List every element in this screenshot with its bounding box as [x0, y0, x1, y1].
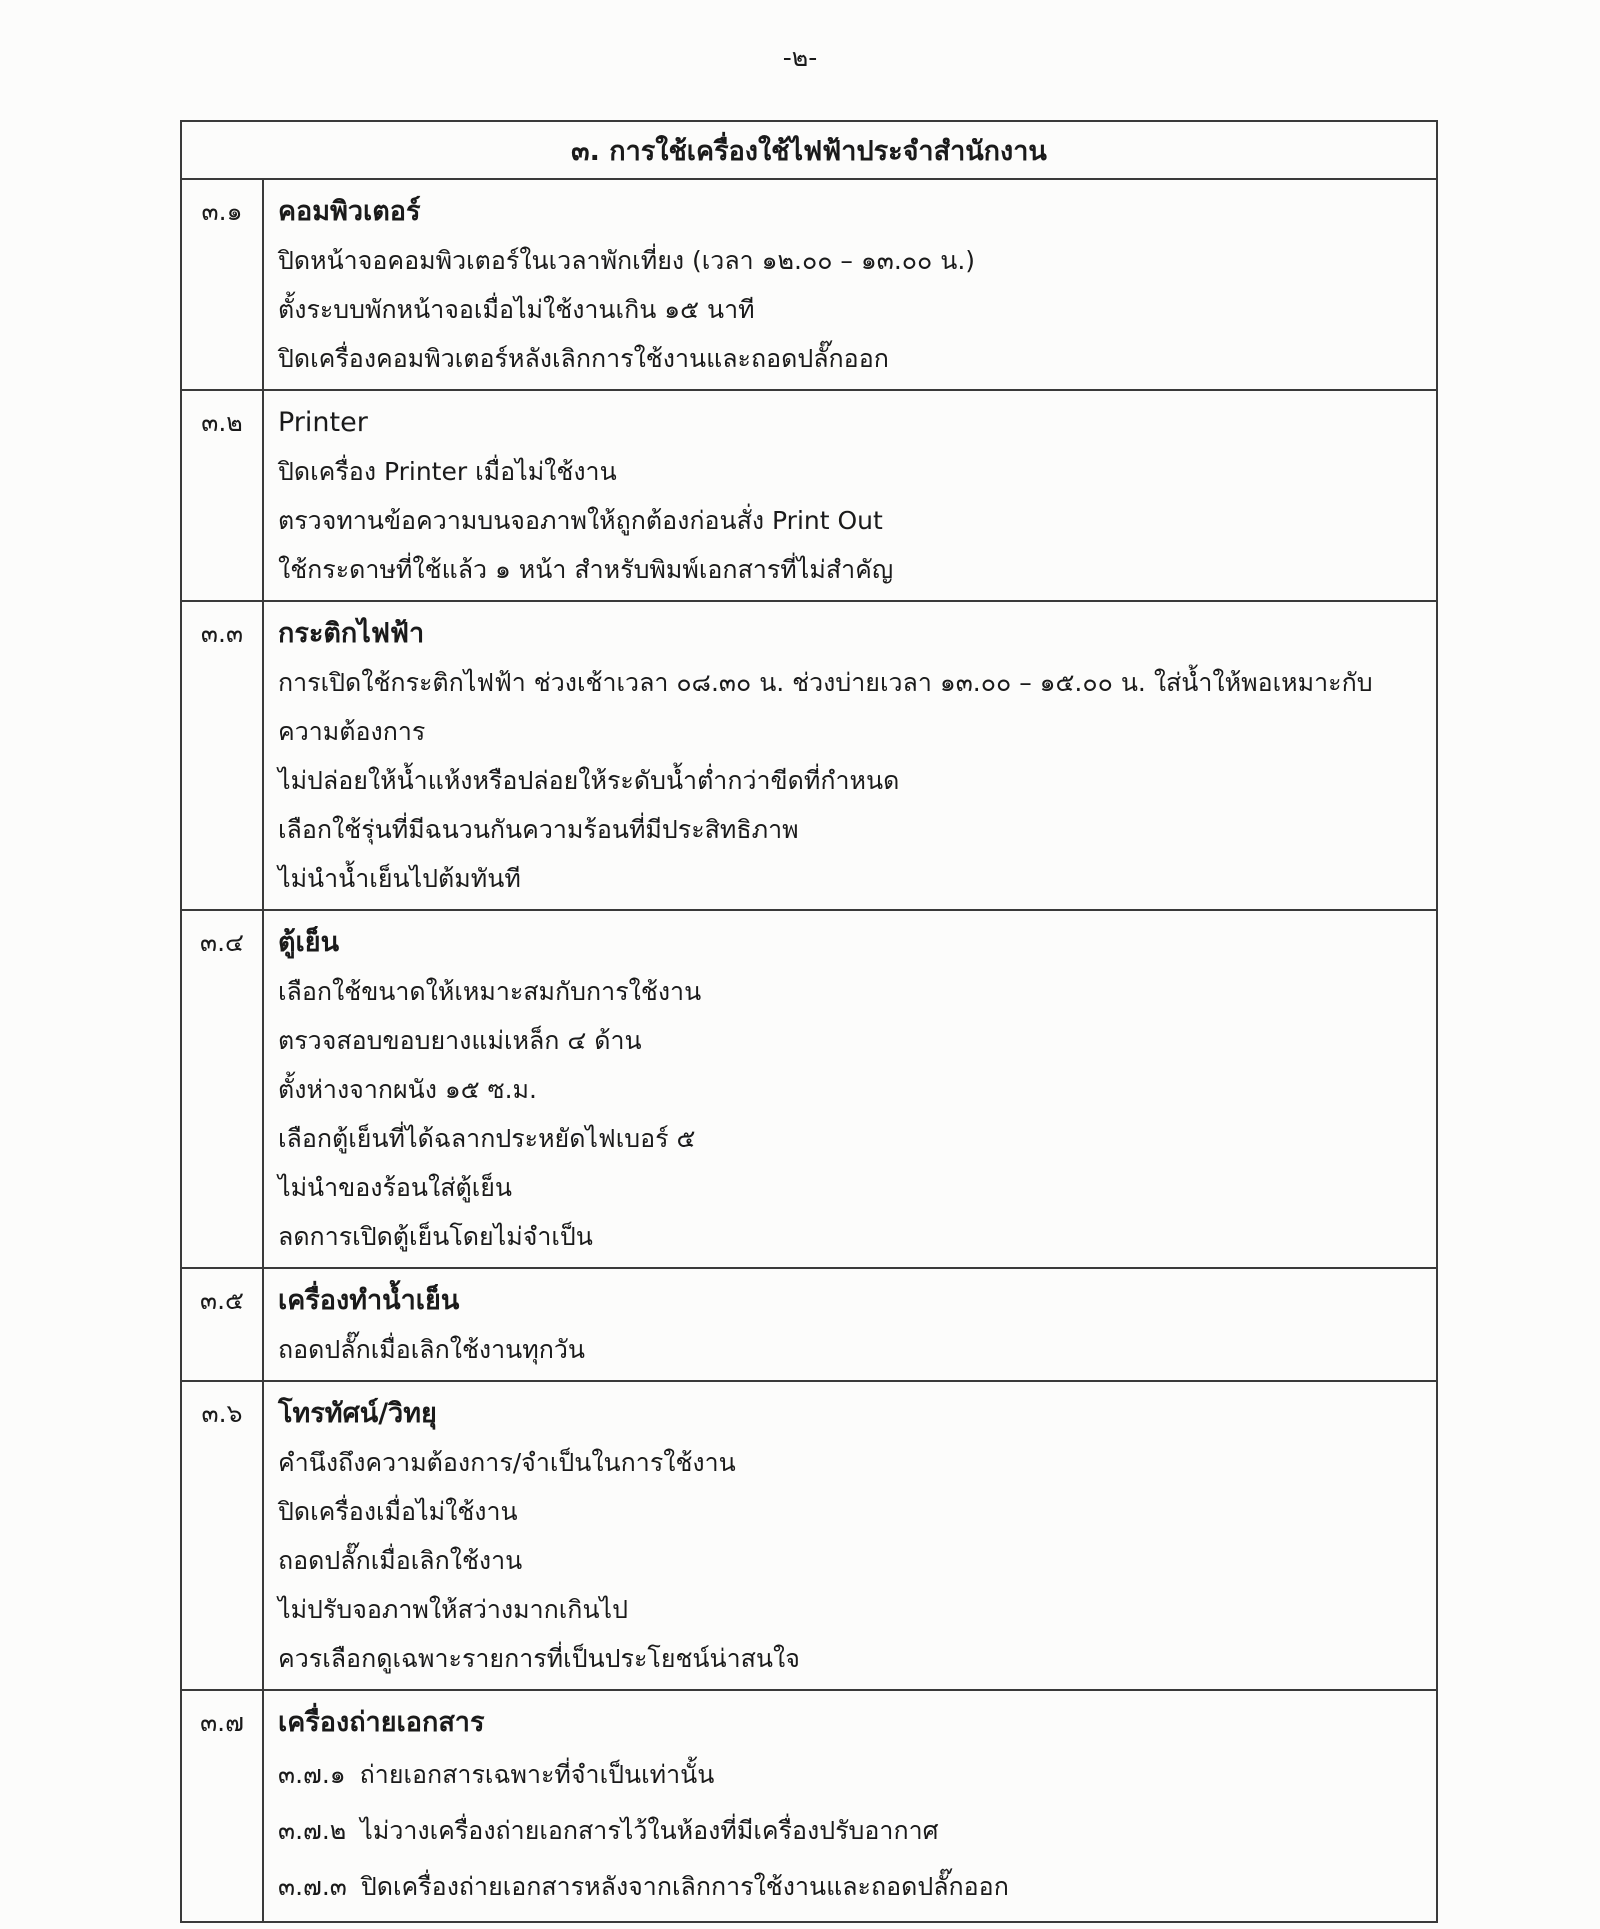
list-item: เลือกใช้รุ่นที่มีฉนวนกันความร้อนที่มีประสิทธิภาพ [278, 815, 799, 844]
list-item: ไม่นำน้ำเย็นไปต้มทันที [278, 864, 521, 893]
section-number: ๓.๒ [181, 390, 263, 601]
list-item: ตรวจสอบขอบยางแม่เหล็ก ๔ ด้าน [278, 1026, 642, 1055]
list-item: ไม่นำของร้อนใส่ตู้เย็น [278, 1173, 513, 1202]
sub-list-item [278, 1747, 1422, 1803]
list-item: ลดการเปิดตู้เย็นโดยไม่จำเป็น [278, 1222, 593, 1251]
list-item: ใช้กระดาษที่ใช้แล้ว ๑ หน้า สำหรับพิมพ์เอกสารที่ไม่สำคัญ [278, 555, 894, 584]
list-item: ปิดเครื่อง Printer เมื่อไม่ใช้งาน [278, 457, 617, 486]
sub-item-text: ไม่วางเครื่องถ่ายเอกสารไว้ในห้องที่มีเครื่องปรับอากาศ [360, 1816, 939, 1845]
section-number: ๓.๗ [181, 1690, 263, 1922]
sub-list-item [278, 1859, 1422, 1915]
list-item: ปิดเครื่องคอมพิวเตอร์หลังเลิกการใช้งานและถอดปลั๊กออก [278, 344, 889, 373]
list-item: ถอดปลั๊กเมื่อเลิกใช้งานทุกวัน [278, 1335, 586, 1364]
list-item: ตั้งห่างจากผนัง ๑๕ ซ.ม. [278, 1075, 537, 1104]
sub-item-number: ๓.๗.๑ [278, 1760, 346, 1789]
section-title: Printer [278, 407, 368, 438]
section-content [263, 1690, 1437, 1922]
section-title: โทรทัศน์/วิทยุ [278, 1398, 437, 1429]
list-item: ไม่ปรับจอภาพให้สว่างมากเกินไป [278, 1595, 628, 1624]
section-content [263, 910, 1437, 1268]
sub-item-number: ๓.๗.๓ [278, 1872, 347, 1901]
section-number: ๓.๕ [181, 1268, 263, 1381]
list-item: ปิดหน้าจอคอมพิวเตอร์ในเวลาพักเที่ยง (เวลา ๑๒.๐๐ – ๑๓.๐๐ น.) [278, 246, 976, 275]
section-row-3-1 [181, 179, 1437, 390]
list-item: ไม่ปล่อยให้น้ำแห้งหรือปล่อยให้ระดับน้ำต่ำกว่าขีดที่กำหนด [278, 766, 900, 795]
section-row-3-2 [181, 390, 1437, 601]
section-title: เครื่องทำน้ำเย็น [278, 1285, 460, 1316]
list-item: ตรวจทานข้อความบนจอภาพให้ถูกต้องก่อนสั่ง Print Out [278, 506, 883, 535]
list-item: ปิดเครื่องเมื่อไม่ใช้งาน [278, 1497, 518, 1526]
list-item: ควรเลือกดูเฉพาะรายการที่เป็นประโยชน์น่าสนใจ [278, 1644, 800, 1673]
list-item: ถอดปลั๊กเมื่อเลิกใช้งาน [278, 1546, 523, 1575]
section-content [263, 179, 1437, 390]
list-item: ตั้งระบบพักหน้าจอเมื่อไม่ใช้งานเกิน ๑๕ นาที [278, 295, 755, 324]
electrical-appliance-table [180, 120, 1438, 1923]
list-item: คำนึงถึงความต้องการ/จำเป็นในการใช้งาน [278, 1448, 736, 1477]
section-title: กระติกไฟฟ้า [278, 618, 425, 649]
section-number: ๓.๖ [181, 1381, 263, 1690]
section-number: ๓.๔ [181, 910, 263, 1268]
sub-item-text: ถ่ายเอกสารเฉพาะที่จำเป็นเท่านั้น [359, 1760, 715, 1789]
list-item: การเปิดใช้กระติกไฟฟ้า ช่วงเช้าเวลา ๐๘.๓๐ น. ช่วงบ่ายเวลา ๑๓.๐๐ – ๑๕.๐๐ น. ใส่น้ำให้พอเหมาะกับความต้องการ [278, 668, 1373, 746]
table-header-row [181, 121, 1437, 179]
section-content [263, 1381, 1437, 1690]
section-title: ตู้เย็น [278, 927, 340, 958]
section-row-3-4 [181, 910, 1437, 1268]
sub-item-number: ๓.๗.๒ [278, 1816, 347, 1845]
page-number: -๒- [782, 43, 818, 72]
section-content [263, 1268, 1437, 1381]
section-row-3-5 [181, 1268, 1437, 1381]
section-title: คอมพิวเตอร์ [278, 196, 421, 227]
section-row-3-3 [181, 601, 1437, 910]
list-item: เลือกใช้ขนาดให้เหมาะสมกับการใช้งาน [278, 977, 702, 1006]
section-content [263, 390, 1437, 601]
section-number: ๓.๑ [181, 179, 263, 390]
section-content [263, 601, 1437, 910]
section-title: เครื่องถ่ายเอกสาร [278, 1707, 485, 1738]
section-row-3-6 [181, 1381, 1437, 1690]
list-item: เลือกตู้เย็นที่ได้ฉลากประหยัดไฟเบอร์ ๕ [278, 1124, 696, 1153]
sub-item-text: ปิดเครื่องถ่ายเอกสารหลังจากเลิกการใช้งานและถอดปลั๊กออก [360, 1872, 1009, 1901]
section-row-3-7 [181, 1690, 1437, 1922]
sub-list-item [278, 1803, 1422, 1859]
table-title: ๓. การใช้เครื่องใช้ไฟฟ้าประจำสำนักงาน [181, 121, 1437, 179]
section-number: ๓.๓ [181, 601, 263, 910]
